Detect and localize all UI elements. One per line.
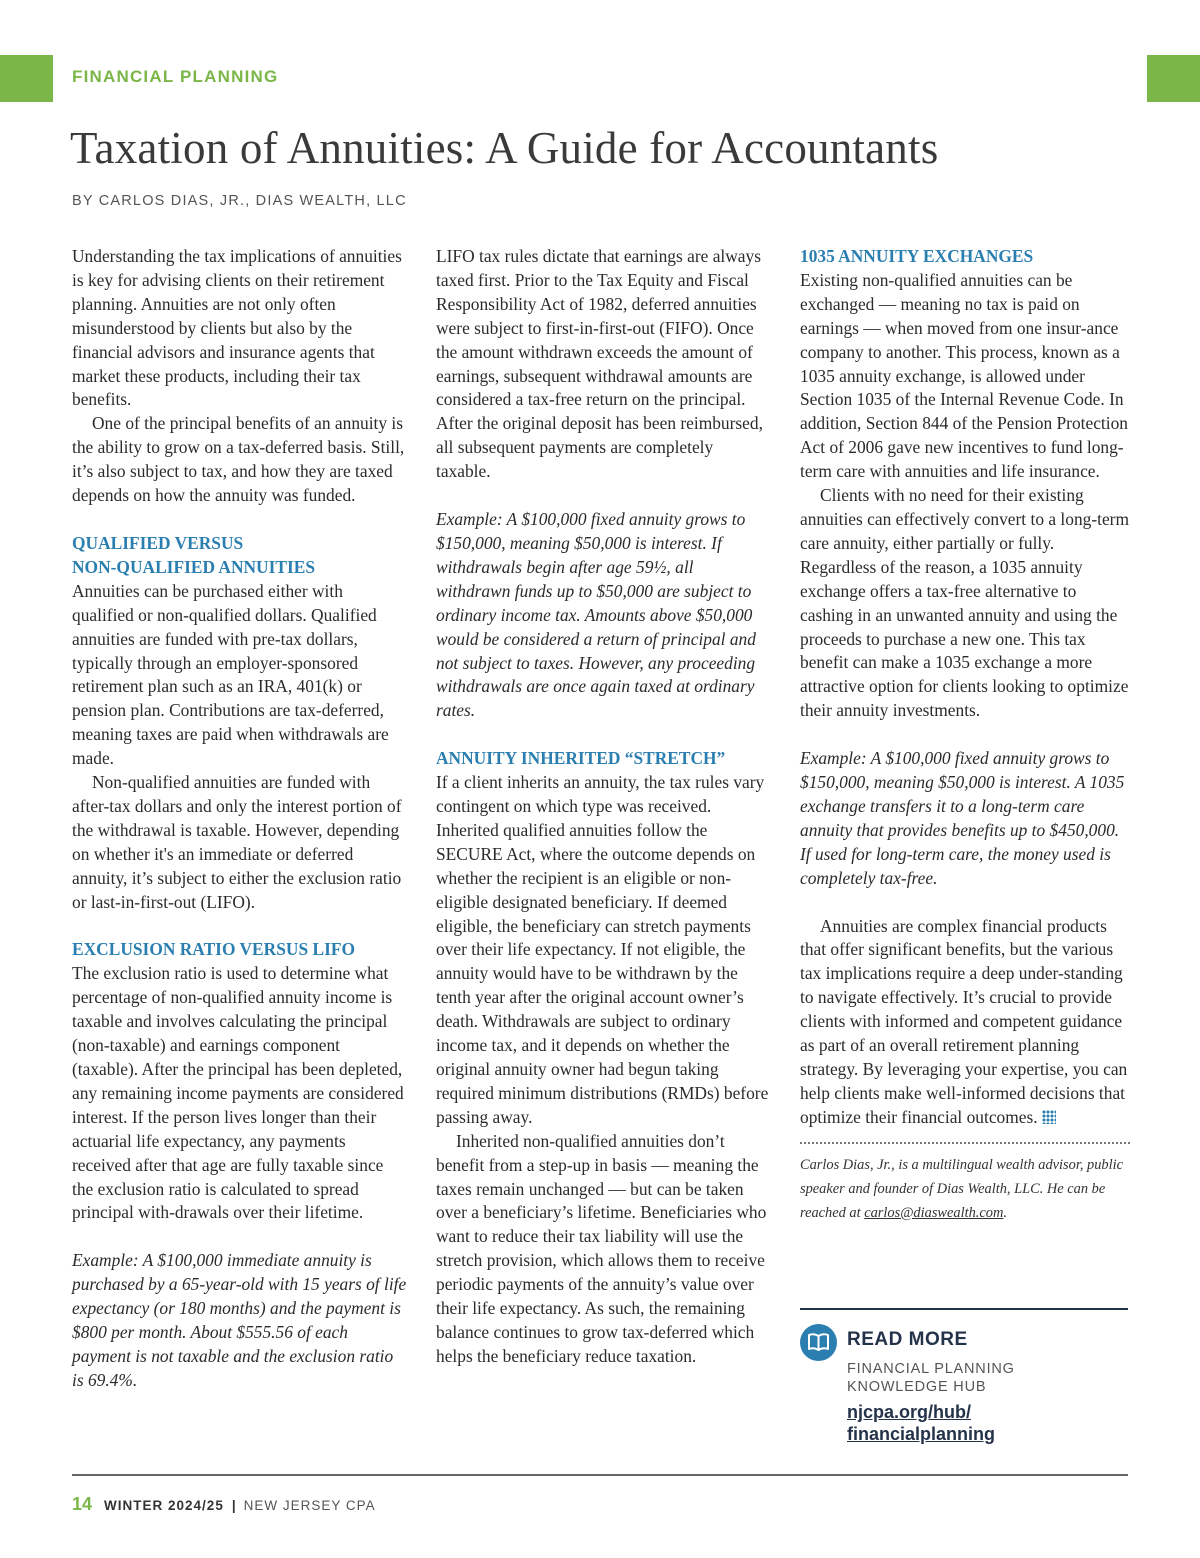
footer — [72, 1494, 376, 1515]
conclusion-text: Annuities are complex financial products that offer significant benefits, but the various tax implications require a deep under-standing to navigate effectively. It’s crucial to provide clients with informed and competent guidance as part of an overall retirement planning strategy. By leveraging your expertise, you can help clients make well-informed decisions that optimize their financial outcomes. — [800, 915, 1128, 1127]
paragraph: Non-qualified annuities are funded with after-tax dollars and only the interest portion of the withdrawal is taxable. However, depending on whether it's an immediate or deferred annuity, it’s subject to either the exclusion ratio or last-in-first-out (LIFO). — [72, 772, 402, 912]
author-bio-text: Carlos Dias, Jr., is a multilingual wealth advisor, public speaker and founder of Dias Wealth, LLC. He can be reached at — [800, 1156, 1124, 1221]
intro-paragraph: Understanding the tax implications of annuities is key for advising clients on their retirement planning. Annuities are not only often misunderstood by clients but also by the financial advisors and insurance agents that market these products, including their tax benefits. — [72, 246, 402, 410]
knowledge-hub-link[interactable]: njcpa.org/hub/ financialplanning — [847, 1402, 996, 1444]
end-mark-icon — [1042, 1110, 1056, 1124]
author-email-link[interactable]: carlos@diaswealth.com — [864, 1204, 1004, 1221]
column-3 — [800, 245, 1130, 1225]
footer-rule — [72, 1474, 1128, 1476]
dotted-divider — [800, 1142, 1130, 1144]
example-immediate-annuity: Example: A $100,000 immediate annuity is purchased by a 65-year-old with 15 years of life expectancy (or 180 months) and the payment is $800 per month. About $555.56 of each payment is not taxable and the exclusion ratio is 69.4%. — [72, 1250, 407, 1390]
heading-1035-exchanges: 1035 ANNUITY EXCHANGES — [800, 246, 1034, 266]
column-1 — [72, 245, 408, 1393]
paragraph: Existing non-qualified annuities can be exchanged — meaning no tax is paid on earnings — when moved from one insur-ance company to another. This process, known as a 1035 annuity exchange, is allowed under Section 1035 of the Internal Revenue Code. In addition, Section 844 of the Pension Protection Act of 2006 gave new incentives to fund long-term care with annuities and life insurance. — [800, 269, 1128, 482]
heading-qualified-line1: QUALIFIED VERSUS — [72, 532, 244, 553]
heading-qualified-line2: NON-QUALIFIED ANNUITIES — [72, 556, 316, 577]
read-more-box — [800, 1308, 1128, 1444]
article-title: Taxation of Annuities: A Guide for Accountants — [70, 123, 939, 173]
book-icon — [800, 1324, 837, 1361]
example-1035-exchange: Example: A $100,000 fixed annuity grows to $150,000, meaning $50,000 is interest. A 1035 exchange transfers it to a long-term care annuity that provides benefits up to $450,000. If used for long-term care, the money used is completely tax-free. — [800, 748, 1125, 888]
issue-label: WINTER 2024/25 — [104, 1498, 224, 1513]
page-number: 14 — [72, 1494, 93, 1514]
column-2 — [436, 245, 772, 1369]
byline: BY CARLOS DIAS, JR., DIAS WEALTH, LLC — [72, 193, 407, 209]
author-bio — [800, 1153, 1130, 1225]
conclusion-paragraph — [800, 915, 1130, 1130]
heading-exclusion-ratio: EXCLUSION RATIO VERSUS LIFO — [72, 939, 355, 960]
section-label: FINANCIAL PLANNING — [72, 67, 279, 86]
footer-separator: | — [231, 1498, 236, 1513]
paragraph: One of the principal benefits of an annuity is the ability to grow on a tax-deferred basis. Still, it’s also subject to tax, and how they are taxed depends on how the annuity was funded. — [72, 413, 405, 506]
heading-qualified — [72, 532, 408, 580]
read-more-title: READ MORE — [847, 1329, 968, 1350]
author-bio-end: . — [1003, 1204, 1007, 1221]
corner-accent-right — [1147, 55, 1200, 102]
read-more-subtitle: FINANCIAL PLANNING KNOWLEDGE HUB — [847, 1361, 1015, 1395]
example-fixed-annuity: Example: A $100,000 fixed annuity grows to $150,000, meaning $50,000 is interest. If withdrawals begin after age 59½, all withdrawn funds up to $50,000 are subject to ordinary income tax. Amounts above $50,000 would be considered a return of principal and not subject to taxes. However, any proceeding withdrawals are once again taxed at ordinary rates. — [436, 509, 756, 721]
paragraph: Clients with no need for their existing annuities can effectively convert to a long-term care annuity, either partially or fully. Regardless of the reason, a 1035 annuity exchange offers a tax-free alternative to cashing in an unwanted annuity and using the proceeds to purchase a new one. This tax benefit can make a 1035 exchange a more attractive option for clients looking to optimize their annuity investments. — [800, 485, 1130, 721]
paragraph: If a client inherits an annuity, the tax rules vary contingent on which type was received. Inherited qualified annuities follow the SECURE Act, where the outcome depends on whether the recipient is an eligible or non-eligible designated beneficiary. If deemed eligible, the beneficiary can stretch payments over their life expectancy. If not eligible, the annuity would have to be withdrawn by the tenth year after the original account owner’s death. Withdrawals are subject to ordinary income tax, and it depends on whether the original annuity owner had begun taking required minimum distributions (RMDs) before passing away. — [436, 772, 769, 1127]
paragraph: Annuities can be purchased either with qualified or non-qualified dollars. Qualified annuities are funded with pre-tax dollars, typically through an employer-sponsored retirement plan such as an IRA, 401(k) or pension plan. Contributions are tax-deferred, meaning taxes are paid when withdrawals are made. — [72, 580, 389, 769]
paragraph: The exclusion ratio is used to determine what percentage of non-qualified annuity income is taxable and involves calculating the principal (non-taxable) and earnings component (taxable). After the principal has been depleted, any remaining income payments are considered interest. If the person lives longer than their actuarial life expectancy, any payments received after that age are fully taxable since the exclusion ratio is calculated to spread principal with-drawals over their lifetime. — [72, 963, 404, 1223]
paragraph: Inherited non-qualified annuities don’t benefit from a step-up in basis — meaning the taxes remain unchanged — but can be taken over a beneficiary’s lifetime. Beneficiaries who want to reduce their tax liability will use the stretch provision, which allows them to receive periodic payments of the annuity’s value over their life expectancy. As such, the remaining balance continues to grow tax-deferred which helps the beneficiary reduce taxation. — [436, 1130, 767, 1366]
heading-inherited-stretch: ANNUITY INHERITED “STRETCH” — [436, 748, 726, 769]
magazine-name: NEW JERSEY CPA — [243, 1498, 376, 1513]
corner-accent-left — [0, 55, 53, 102]
paragraph: LIFO tax rules dictate that earnings are always taxed first. Prior to the Tax Equity and Fiscal Responsibility Act of 1982, deferred annuities were subject to first-in-first-out (FIFO). Once the amount withdrawn exceeds the amount of earnings, subsequent withdrawal amounts are considered a tax-free return on the principal. After the original deposit has been reimbursed, all subsequent payments are completely taxable. — [436, 246, 763, 482]
